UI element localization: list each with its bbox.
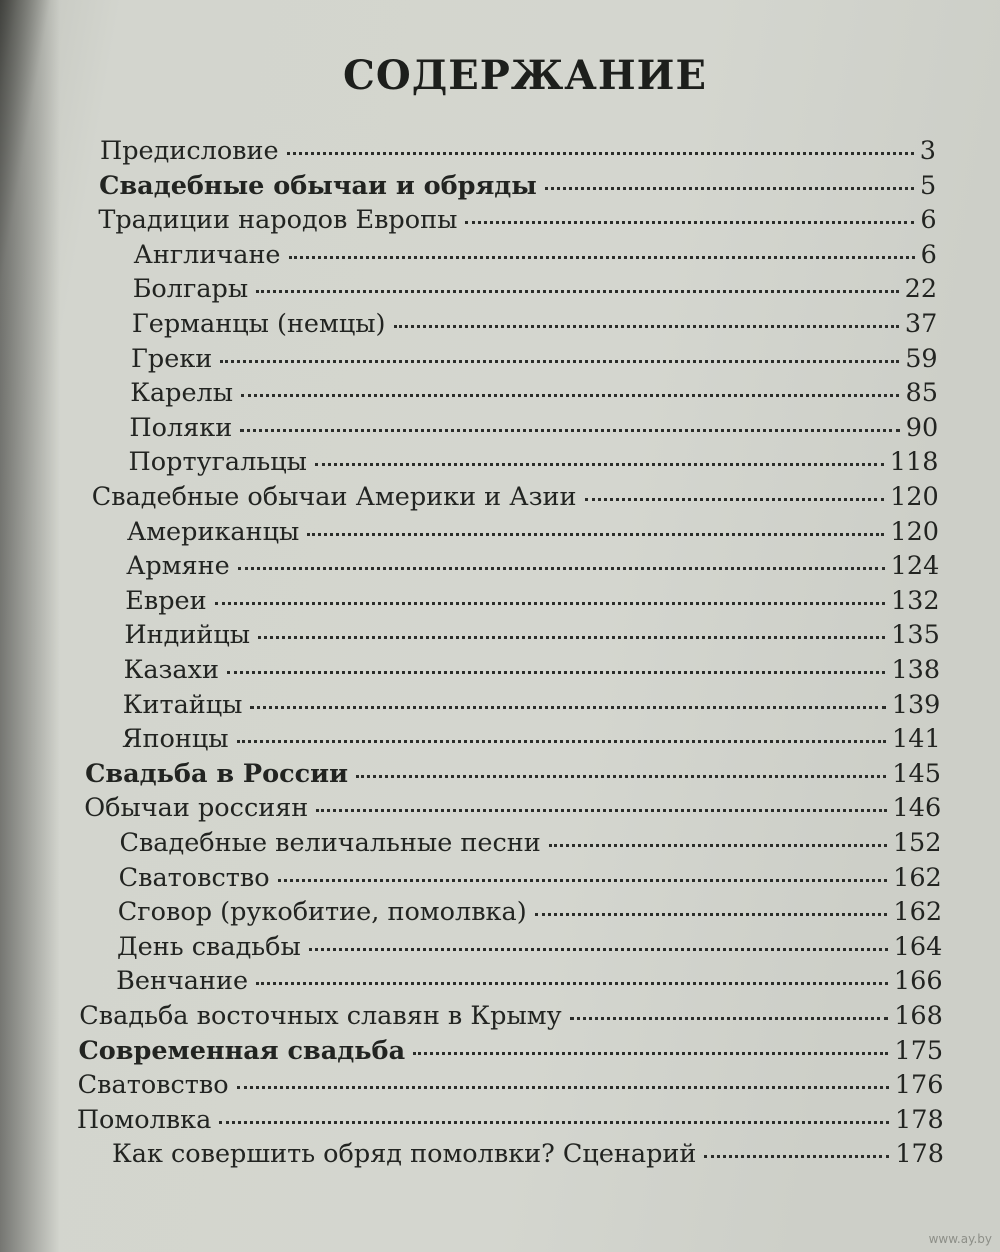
toc-entry-page-number: 6	[920, 205, 937, 236]
dot-leader	[316, 809, 886, 812]
dot-leader	[237, 740, 886, 743]
toc-entry-title: Сватовство	[118, 862, 270, 893]
toc-entry	[134, 240, 937, 274]
toc-entry-page-number: 162	[893, 862, 942, 893]
toc-entry-page-number: 90	[905, 412, 939, 443]
toc-entry	[131, 344, 938, 378]
dot-leader	[227, 671, 885, 674]
toc-entry-page-number: 162	[893, 897, 943, 928]
dot-leader	[309, 948, 888, 951]
toc-entry	[119, 863, 942, 897]
dot-leader	[278, 879, 888, 882]
page-title: СОДЕРЖАНИЕ	[343, 52, 707, 99]
dot-leader	[238, 567, 885, 570]
toc-entry-page-number: 3	[919, 136, 936, 166]
toc-entry-title: Как совершить обряд помолвки? Сценарий	[112, 1139, 697, 1170]
toc-entry-page-number: 152	[892, 828, 942, 858]
toc-entry	[126, 551, 939, 585]
watermark: www.ay.by	[928, 1232, 992, 1246]
toc-entry-title: Американцы	[126, 516, 300, 547]
toc-entry-page-number: 132	[890, 585, 940, 616]
toc-entry	[132, 309, 938, 343]
toc-entry-title: День свадьбы	[116, 931, 301, 962]
toc-entry-title: Обычаи россиян	[84, 793, 309, 824]
toc-entry-title: Традиции народов Европы	[98, 205, 458, 236]
dot-leader	[241, 394, 899, 397]
dot-leader	[570, 1017, 889, 1020]
toc-entry-title: Поляки	[129, 412, 233, 443]
toc-entry-title: Сговор (рукобитие, помолвка)	[117, 897, 527, 928]
toc-entry-page-number: 138	[891, 655, 941, 685]
toc-entry-title: Индийцы	[124, 620, 251, 651]
toc-entry-title: Свадебные величальные песни	[119, 828, 541, 858]
dot-leader	[585, 498, 885, 501]
toc-entry-page-number: 141	[892, 724, 941, 755]
toc-entry	[99, 171, 936, 205]
dot-leader	[394, 325, 899, 328]
toc-entry	[85, 759, 941, 793]
toc-entry	[129, 447, 939, 481]
toc-entry	[117, 932, 942, 966]
toc-entry-page-number: 85	[905, 378, 938, 409]
dot-leader	[356, 775, 886, 778]
toc-entry	[124, 620, 939, 654]
dot-leader	[289, 256, 915, 259]
toc-entry-page-number: 124	[890, 551, 940, 582]
dot-leader	[250, 706, 885, 709]
toc-entry-page-number: 120	[890, 482, 939, 512]
dot-leader	[287, 152, 914, 155]
toc-entry	[78, 1070, 944, 1104]
toc-entry-title: Греки	[131, 343, 213, 374]
toc-entry	[124, 655, 941, 689]
toc-entry	[112, 1139, 944, 1173]
toc-entry-page-number: 5	[920, 170, 937, 201]
toc-entry-page-number: 164	[893, 931, 943, 962]
toc-entry-title: Германцы (немцы)	[131, 309, 386, 339]
dot-leader	[220, 360, 899, 363]
toc-entry-page-number: 178	[895, 1104, 944, 1135]
toc-entry-title: Карелы	[130, 378, 234, 409]
toc-entry	[79, 1001, 943, 1035]
dot-leader	[307, 533, 884, 536]
toc-entry-page-number: 166	[893, 966, 943, 997]
toc-entry	[77, 1105, 944, 1139]
toc-entry-title: Болгары	[132, 274, 249, 305]
dot-leader	[219, 1121, 889, 1124]
toc-entry-title: Предисловие	[100, 136, 279, 166]
toc-entry-title: Японцы	[121, 724, 229, 755]
toc-entry-title: Свадьба в России	[85, 758, 349, 789]
dot-leader	[704, 1155, 889, 1158]
toc-entry-page-number: 6	[920, 239, 937, 270]
toc-entry-page-number: 178	[895, 1139, 944, 1170]
toc-entry-page-number: 59	[905, 343, 938, 374]
toc-entry-title: Сватовство	[77, 1070, 229, 1101]
dot-leader	[237, 1086, 889, 1089]
toc-entry-page-number: 139	[891, 689, 941, 720]
toc-entry-page-number: 175	[894, 1035, 944, 1066]
toc-entry	[98, 205, 936, 239]
toc-entry-title: Казахи	[123, 655, 220, 685]
dot-leader	[256, 290, 898, 293]
dot-leader	[258, 636, 885, 639]
toc-entry-title: Современная свадьба	[78, 1035, 406, 1066]
dot-leader	[465, 221, 914, 224]
toc-entry-page-number: 146	[892, 793, 942, 824]
toc-entry	[119, 828, 941, 862]
toc-entry	[118, 897, 942, 931]
toc-entry-page-number: 118	[889, 447, 939, 478]
toc-entry-title: Венчание	[116, 966, 249, 997]
toc-entry	[129, 413, 938, 447]
toc-entry-title: Португальцы	[128, 447, 307, 478]
toc-entry-page-number: 22	[904, 274, 938, 305]
dot-leader	[215, 602, 885, 605]
dot-leader	[549, 844, 887, 847]
toc-entry	[133, 274, 937, 308]
dot-leader	[315, 463, 884, 466]
toc-entry-page-number: 176	[894, 1070, 944, 1101]
toc-entry	[125, 586, 939, 620]
toc-entry	[92, 482, 939, 516]
toc-entry-title: Китайцы	[122, 689, 243, 720]
toc-entry	[116, 966, 942, 1000]
toc-entry-title: Евреи	[125, 585, 207, 616]
toc-entry	[100, 136, 936, 170]
toc-entry-title: Свадебные обычаи Америки и Азии	[91, 482, 577, 512]
dot-leader	[256, 982, 888, 985]
toc-entry-page-number: 135	[891, 620, 940, 651]
toc-entry	[130, 378, 938, 412]
toc-entry-page-number: 168	[894, 1001, 943, 1031]
toc-entry	[78, 1036, 943, 1070]
toc-entry-page-number: 145	[892, 758, 941, 789]
dot-leader	[413, 1052, 888, 1055]
dot-leader	[240, 429, 900, 432]
toc-entry-title: Армяне	[126, 551, 230, 582]
toc-entry-title: Свадьба восточных славян в Крыму	[79, 1001, 562, 1031]
toc-entry	[84, 793, 941, 827]
toc-entry-page-number: 37	[904, 309, 938, 339]
dot-leader	[545, 187, 914, 190]
dot-leader	[535, 913, 888, 916]
toc-entry	[127, 517, 939, 551]
toc-entry-page-number: 120	[890, 516, 940, 547]
toc-entry-title: Англичане	[133, 239, 281, 270]
toc-entry	[122, 724, 941, 758]
toc-entry-title: Помолвка	[76, 1104, 212, 1135]
toc-entry	[123, 690, 941, 724]
toc-entry-title: Свадебные обычаи и обряды	[99, 170, 537, 201]
